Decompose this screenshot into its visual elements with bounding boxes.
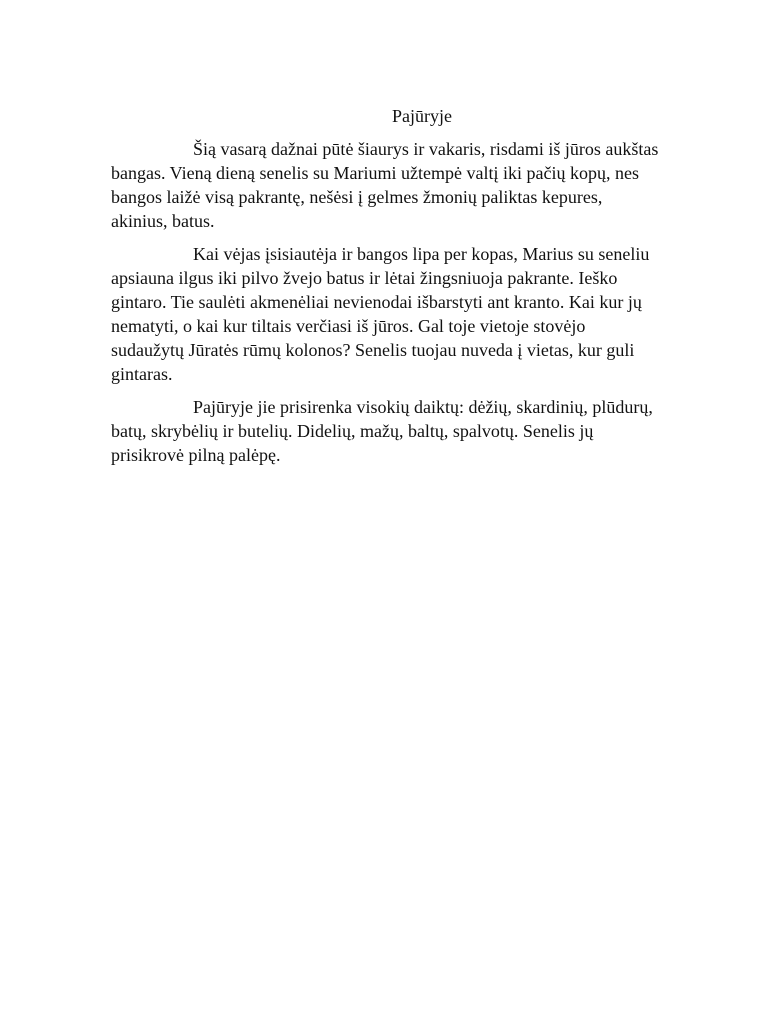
paragraph-2: [111, 242, 759, 386]
paragraph-line: nematyti, o kai kur tiltais verčiasi iš jūros. Gal toje vietoje stovėjo: [111, 316, 586, 336]
paragraph-line: Kai vėjas įsisiautėja ir bangos lipa per kopas, Marius su seneliu: [193, 244, 650, 264]
paragraph-line: Šią vasarą dažnai pūtė šiaurys ir vakaris, risdami iš jūros aukštas: [193, 139, 659, 159]
paragraph-1: [111, 137, 759, 233]
paragraph-line: apsiauna ilgus iki pilvo žvejo batus ir lėtai žingsniuoja pakrante. Ieško: [111, 268, 618, 288]
paragraph-line: sudaužytų Jūratės rūmų kolonos? Senelis tuojau nuveda į vietas, kur guli: [111, 340, 635, 360]
paragraph-line: bangas. Vieną dieną senelis su Mariumi užtempė valtį iki pačių kopų, nes: [111, 163, 639, 183]
paragraph-line: gintaras.: [111, 364, 173, 384]
document-title: Pajūryje: [392, 106, 452, 126]
document-body: [111, 104, 759, 476]
paragraph-line: bangos laižė visą pakrantę, nešėsi į gelmes žmonių paliktas kepures,: [111, 187, 603, 207]
paragraph-3: [111, 395, 759, 467]
paragraph-line: batų, skrybėlių ir butelių. Didelių, mažų, baltų, spalvotų. Senelis jų: [111, 421, 594, 441]
paragraph-line: prisikrovė pilną palėpę.: [111, 445, 281, 465]
paragraph-line: gintaro. Tie saulėti akmenėliai nevienodai išbarstyti ant kranto. Kai kur jų: [111, 292, 642, 312]
paragraph-line: akinius, batus.: [111, 211, 215, 231]
paragraph-line: Pajūryje jie prisirenka visokių daiktų: dėžių, skardinių, plūdurų,: [193, 397, 653, 417]
